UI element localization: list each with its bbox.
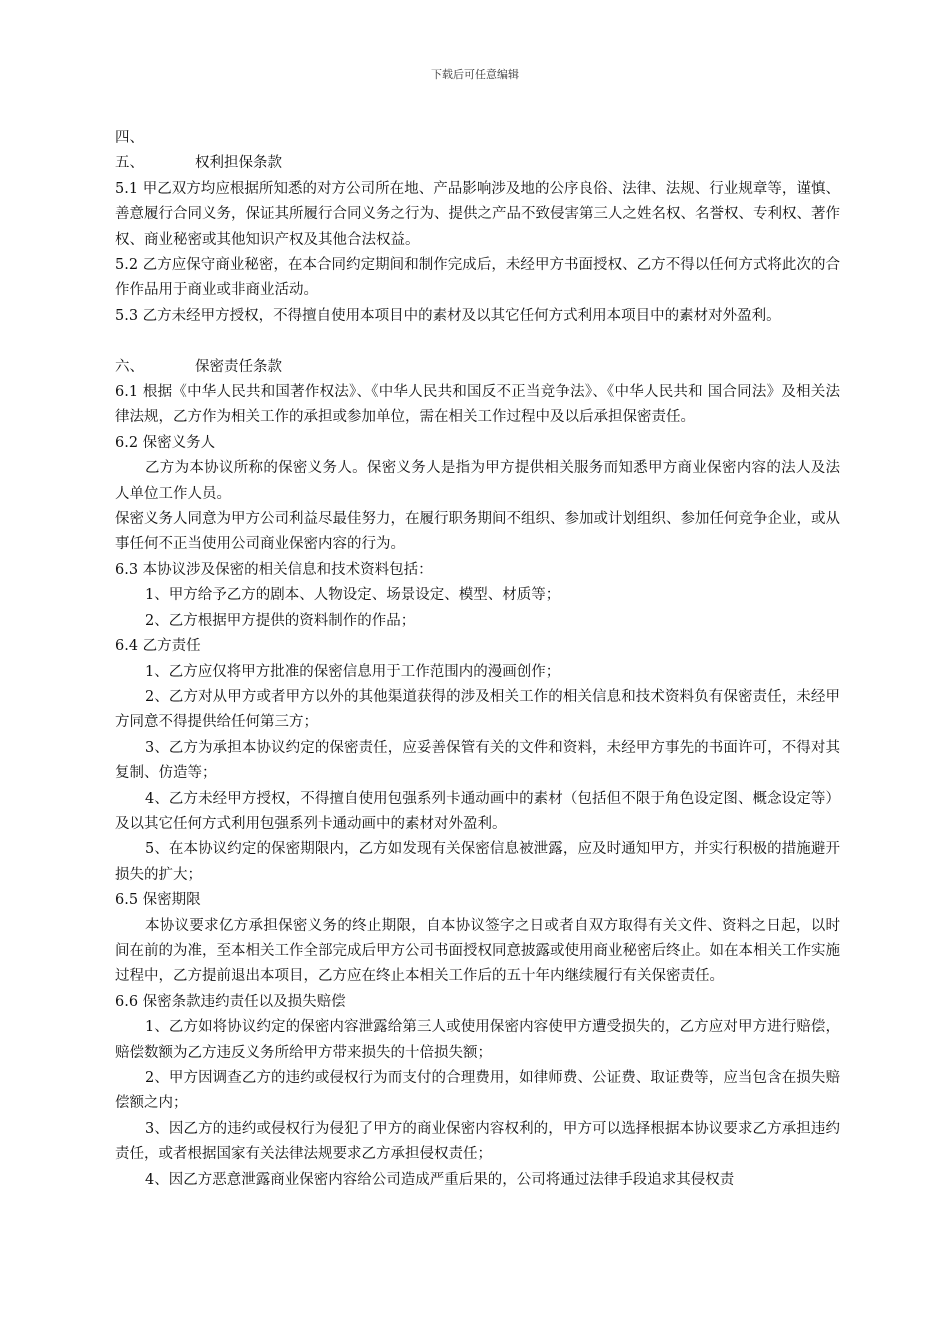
- clause-6-4-item-5: 5、在本协议约定的保密期限内，乙方如发现有关保密信息被泄露，应及时通知甲方，并实行积极的措施避开损失的扩大；: [115, 841, 840, 883]
- clause-6-5-text: 本协议要求亿方承担保密义务的终止期限，自本协议签字之日或者自双方取得有关文件、资料之日起，以时间在前的为准，至本相关工作全部完成后甲方公司书面授权同意披露或使用商业秘密后终止。如在本相关工作实施过程中，乙方提前退出本项目，乙方应在终止本相关工作后的五十年内继续履行有关保密责任。: [115, 917, 840, 985]
- clause-6-5-title: 6.5 保密期限: [115, 892, 201, 909]
- spacer: [115, 329, 840, 354]
- section-title: 权利担保条款: [195, 155, 282, 172]
- clause-6-6-item-3: 3、因乙方的违约或侵权行为侵犯了甲方的商业保密内容权利的，甲方可以选择根据本协议要求乙方承担违约责任，或者根据国家有关法律法规要求乙方承担侵权责任；: [115, 1120, 840, 1163]
- clause-6-4-item-4: 4、乙方未经甲方授权，不得擅自使用包强系列卡通动画中的素材（包括但不限于角色设定图、概念设定等）及以其它任何方式利用包强系列卡通动画中的素材对外盈利。: [115, 790, 840, 832]
- clause-6-2-text: 乙方为本协议所称的保密义务人。保密义务人是指为甲方提供相关服务而知悉甲方商业保密内容的法人及法人单位工作人员。: [115, 460, 840, 502]
- clause-6-1: 6.1 根据《中华人民共和国著作权法》、《中华人民共和国反不正当竞争法》、《中华人民共和 国合同法》及相关法律法规，乙方作为相关工作的承担或参加单位，需在相关工作过程中及以后承担保密责任。: [115, 384, 840, 426]
- clause-6-3-item-2: 2、乙方根据甲方提供的资料制作的作品；: [145, 612, 416, 629]
- section-number: 五、: [115, 155, 144, 172]
- clause-6-4-item-1: 1、乙方应仅将甲方批准的保密信息用于工作范围内的漫画创作；: [145, 663, 561, 680]
- clause-6-2-text-2: 保密义务人同意为甲方公司利益尽最佳努力，在履行职务期间不组织、参加或计划组织、参加任何竞争企业，或从事任何不正当使用公司商业保密内容的行为。: [115, 511, 840, 553]
- section-5-heading: [115, 151, 840, 176]
- clause-6-4-item-3: 3、乙方为承担本协议约定的保密责任，应妥善保管有关的文件和资料，未经甲方事先的书面许可，不得对其复制、仿造等；: [115, 739, 840, 782]
- clause-6-2-title: 6.2 保密义务人: [115, 434, 216, 451]
- section-title: 保密责任条款: [195, 358, 282, 375]
- section-number: 六、: [115, 358, 144, 375]
- clause-6-3-title: 6.3 本协议涉及保密的相关信息和技术资料包括：: [115, 561, 433, 578]
- clause-6-6-item-2: 2、甲方因调查乙方的违约或侵权行为而支付的合理费用，如律师费、公证费、取证费等，应当包含在损失赔偿额之内；: [115, 1070, 840, 1112]
- clause-6-4-title: 6.4 乙方责任: [115, 638, 201, 655]
- heading-4: 四、: [115, 130, 144, 146]
- clause-6-6-item-1: 1、乙方如将协议约定的保密内容泄露给第三人或使用保密内容使甲方遭受损失的，乙方应对甲方进行赔偿，赔偿数额为乙方违反义务所给甲方带来损失的十倍损失额；: [115, 1019, 840, 1061]
- clause-5-3: 5.3 乙方未经甲方授权，不得擅自使用本项目中的素材及以其它任何方式利用本项目中的素材对外盈利。: [115, 307, 781, 324]
- section-6-heading: [115, 355, 840, 380]
- clause-6-3-item-1: 1、甲方给予乙方的剧本、人物设定、场景设定、模型、材质等；: [145, 587, 561, 604]
- page-header: 下载后可任意编辑: [431, 68, 519, 81]
- clause-6-6-title: 6.6 保密条款违约责任以及损失赔偿: [115, 993, 346, 1010]
- clause-5-1: 5.1 甲乙双方均应根据所知悉的对方公司所在地、产品影响涉及地的公序良俗、法律、法规、行业规章等，谨慎、善意履行合同义务，保证其所履行合同义务之行为、提供之产品不致侵害第三人之姓名权、名誉权、专利权、著作权、商业秘密或其他知识产权及其他合法权益。: [115, 180, 840, 248]
- clause-6-6-item-4: 4、因乙方恶意泄露商业保密内容给公司造成严重后果的，公司将通过法律手段追求其侵权责: [145, 1171, 735, 1188]
- clause-6-4-item-2: 2、乙方对从甲方或者甲方以外的其他渠道获得的涉及相关工作的相关信息和技术资料负有保密责任，未经甲方同意不得提供给任何第三方；: [115, 688, 840, 731]
- document-body: [115, 126, 840, 1193]
- clause-5-2: 5.2 乙方应保守商业秘密，在本合同约定期间和制作完成后，未经甲方书面授权、乙方不得以任何方式将此次的合作作品用于商业或非商业活动。: [115, 257, 840, 299]
